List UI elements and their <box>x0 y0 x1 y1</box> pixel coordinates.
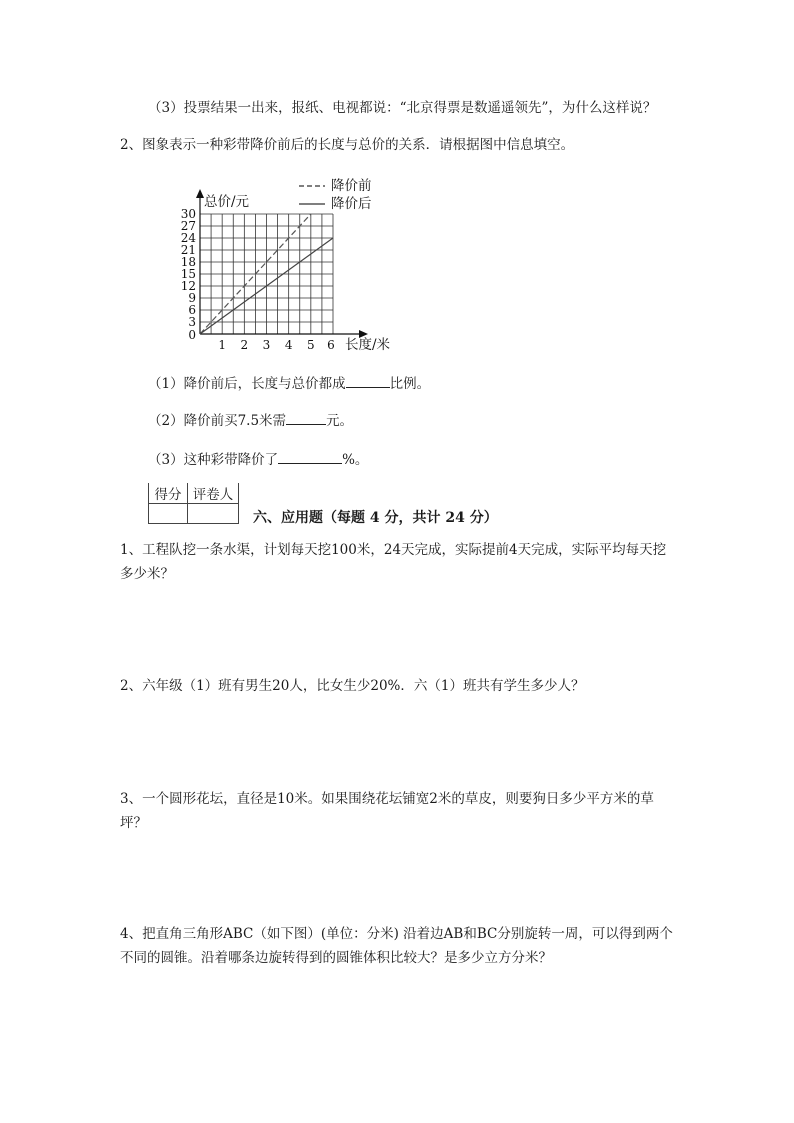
score-header: 得分 <box>149 483 188 504</box>
fill-1-text-after: 比例。 <box>389 376 431 392</box>
y-tick-label: 15 <box>180 267 196 281</box>
fill-2-text-before: （2）降价前买7.5米需 <box>148 413 287 429</box>
problem-3-line-1: 3、一个圆形花坛，直径是10米。如果围绕花坛铺宽2米的草皮，则要狗日多少平方米的草 <box>120 791 654 807</box>
x-tick-label: 3 <box>262 338 271 352</box>
y-tick-label: 24 <box>180 231 196 245</box>
problem-4-line-2: 不同的圆锥。沿着哪条边旋转得到的圆锥体积比较大？是多少立方分米？ <box>120 950 552 966</box>
y-axis-arrow <box>196 189 204 198</box>
y-tick-label: 9 <box>188 291 196 305</box>
chart-legend <box>299 178 372 212</box>
x-tick-label: 6 <box>327 338 335 352</box>
question-2-intro: 2、图象表示一种彩带降价前后的长度与总价的关系．请根据图中信息填空。 <box>120 137 575 153</box>
y-tick-label: 12 <box>180 279 196 293</box>
fill-question-2 <box>148 410 353 431</box>
y-axis-title: 总价/元 <box>204 194 250 210</box>
question-3-sub: （3）投票结果一出来，报纸、电视都说：“北京得票是数遥遥领先”，为什么这样说？ <box>148 100 657 116</box>
x-axis-title: 长度/米 <box>345 337 391 353</box>
fill-1-blank[interactable] <box>346 373 390 388</box>
problem-4-line-1: 4、把直角三角形ABC（如下图）(单位：分米) 沿着边AB和BC分别旋转一周，可以得到两个 <box>120 926 673 942</box>
fill-3-text-before: （3）这种彩带降价了 <box>148 452 279 468</box>
fill-2-blank[interactable] <box>286 410 326 425</box>
problem-1-line-1: 1、工程队挖一条水渠，计划每天挖100米，24天完成，实际提前4天完成，实际平均每天挖 <box>120 542 667 558</box>
fill-question-3 <box>148 449 368 470</box>
problem-2: 2、六年级（1）班有男生20人，比女生少20%．六（1）班共有学生多少人？ <box>120 678 585 694</box>
legend-label: 降价前 <box>331 178 372 194</box>
legend-label: 降价后 <box>331 196 372 212</box>
price-length-chart <box>0 170 420 355</box>
y-tick-label: 27 <box>180 219 196 233</box>
y-tick-label: 30 <box>180 207 196 221</box>
x-tick-label: 5 <box>307 338 315 352</box>
problem-1-line-2: 多少米？ <box>120 566 174 582</box>
score-cell[interactable] <box>149 504 188 524</box>
problem-3-line-2: 坪？ <box>120 815 147 831</box>
fill-question-1 <box>148 373 430 394</box>
y-tick-label: 18 <box>180 255 196 269</box>
grader-cell[interactable] <box>188 504 239 524</box>
y-tick-label: 3 <box>188 315 196 329</box>
fill-2-text-after: 元。 <box>326 413 354 429</box>
y-tick-label: 6 <box>188 303 196 317</box>
chart-grid <box>200 214 333 334</box>
section-title: 六、应用题（每题 4 分，共计 24 分） <box>253 510 498 526</box>
x-tick-label: 1 <box>218 338 226 352</box>
fill-1-text-before: （1）降价前后，长度与总价都成 <box>148 376 346 392</box>
score-table <box>148 483 239 524</box>
x-tick-label: 4 <box>284 338 293 352</box>
fill-3-text-after: %。 <box>342 452 369 468</box>
grader-header: 评卷人 <box>188 483 239 504</box>
fill-3-blank[interactable] <box>278 449 342 464</box>
y-tick-label: 0 <box>188 328 196 342</box>
y-tick-label: 21 <box>180 243 196 257</box>
x-tick-label: 2 <box>240 338 249 352</box>
chart-labels <box>181 194 391 353</box>
